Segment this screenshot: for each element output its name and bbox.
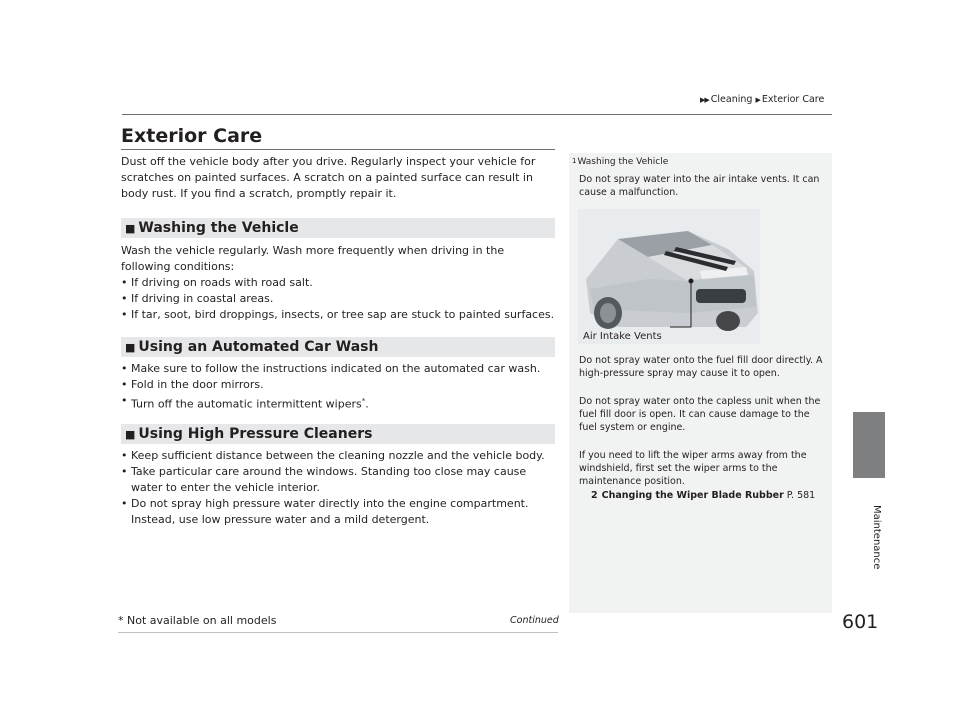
section-square-icon: ■: [125, 221, 136, 235]
list-item-text: Turn off the automatic intermittent wipers: [131, 397, 362, 411]
breadcrumb-arrow-icon: ▶: [755, 96, 760, 104]
intro-paragraph: Dust off the vehicle body after you drive. Regularly inspect your vehicle for scratches on painted surfaces. A scratch on a painted surface can result in body rust. If you find a scratch, promptly repair it.: [121, 155, 536, 200]
section-heading-high-pressure: [121, 424, 555, 444]
list-item: • Make sure to follow the instructions indicated on the automated car wash.: [121, 361, 555, 377]
cross-reference-link[interactable]: [591, 489, 836, 502]
title-divider: [121, 149, 555, 150]
breadcrumb-item-exterior-care[interactable]: Exterior Care: [761, 94, 825, 105]
list-item: • Keep sufficient distance between the cleaning nozzle and the vehicle body.: [121, 448, 555, 464]
list-item: • Do not spray high pressure water directly into the engine compartment. Instead, use low pressure water and a mild detergent.: [121, 496, 555, 528]
section-heading-text: Washing the Vehicle: [138, 220, 299, 236]
section-washing-list: [121, 275, 555, 323]
section-automated-wash-list: [121, 361, 555, 413]
section-automated-wash-body: [121, 361, 555, 413]
sidebar-note-wiper: If you need to lift the wiper arms away from the windshield, first set the wiper arms to the maintenance position.: [579, 450, 807, 487]
section-high-pressure-body: [121, 448, 555, 528]
section-heading-washing: [121, 218, 555, 238]
photo-callout-label: Air Intake Vents: [583, 331, 662, 342]
footnote-divider: [118, 632, 558, 633]
page-number: 601: [842, 611, 879, 633]
sidebar-heading-text: Washing the Vehicle: [577, 157, 669, 167]
chapter-tab-label: Maintenance: [871, 504, 882, 570]
car-illustration: [578, 209, 760, 344]
continued-label: Continued: [510, 615, 559, 626]
list-item: • If tar, soot, bird droppings, insects, or tree sap are stuck to painted surfaces.: [121, 307, 555, 323]
section-heading-text: Using High Pressure Cleaners: [138, 426, 373, 442]
list-item: • Fold in the door mirrors.: [121, 377, 555, 393]
sidebar-heading: [572, 157, 668, 167]
sidebar-note-fuel-door: Do not spray water onto the fuel fill door directly. A high-pressure spray may cause it to open.: [579, 355, 823, 379]
list-item: • If driving in coastal areas.: [121, 291, 555, 307]
cross-reference-icon: 2: [591, 490, 598, 501]
footnote-marker: *: [361, 397, 366, 405]
section-washing-body: [121, 243, 555, 323]
sidebar-note-capless: Do not spray water onto the capless unit when the fuel fill door is open. It can cause damage to the fuel system or engine.: [579, 396, 821, 433]
section-square-icon: ■: [125, 427, 136, 441]
section-high-pressure-list: [121, 448, 555, 528]
section-heading-automated-wash: [121, 337, 555, 357]
breadcrumb: [700, 94, 824, 105]
page-title: Exterior Care: [121, 125, 263, 147]
cross-reference-title[interactable]: Changing the Wiper Blade Rubber: [601, 490, 784, 501]
footnote: * Not available on all models: [118, 614, 277, 627]
list-item: • If driving on roads with road salt.: [121, 275, 555, 291]
car-front-photo: [578, 209, 760, 344]
sidebar-note-intake: Do not spray water into the air intake vents. It can cause a malfunction.: [579, 174, 820, 198]
section-heading-text: Using an Automated Car Wash: [138, 339, 379, 355]
header-divider: [122, 114, 832, 115]
list-item: • Take particular care around the windows. Standing too close may cause water to enter the vehicle interior.: [121, 464, 555, 496]
list-item: • Turn off the automatic intermittent wipers*.: [121, 393, 555, 413]
breadcrumb-arrow-icon: ▶▶: [700, 96, 709, 104]
breadcrumb-item-cleaning[interactable]: Cleaning: [710, 94, 753, 105]
sidebar-heading-number: 1: [572, 157, 577, 165]
cross-reference-page[interactable]: P. 581: [786, 490, 816, 501]
chapter-tab: [853, 412, 885, 478]
section-square-icon: ■: [125, 340, 136, 354]
section-washing-text: Wash the vehicle regularly. Wash more frequently when driving in the following conditions:: [121, 244, 505, 273]
